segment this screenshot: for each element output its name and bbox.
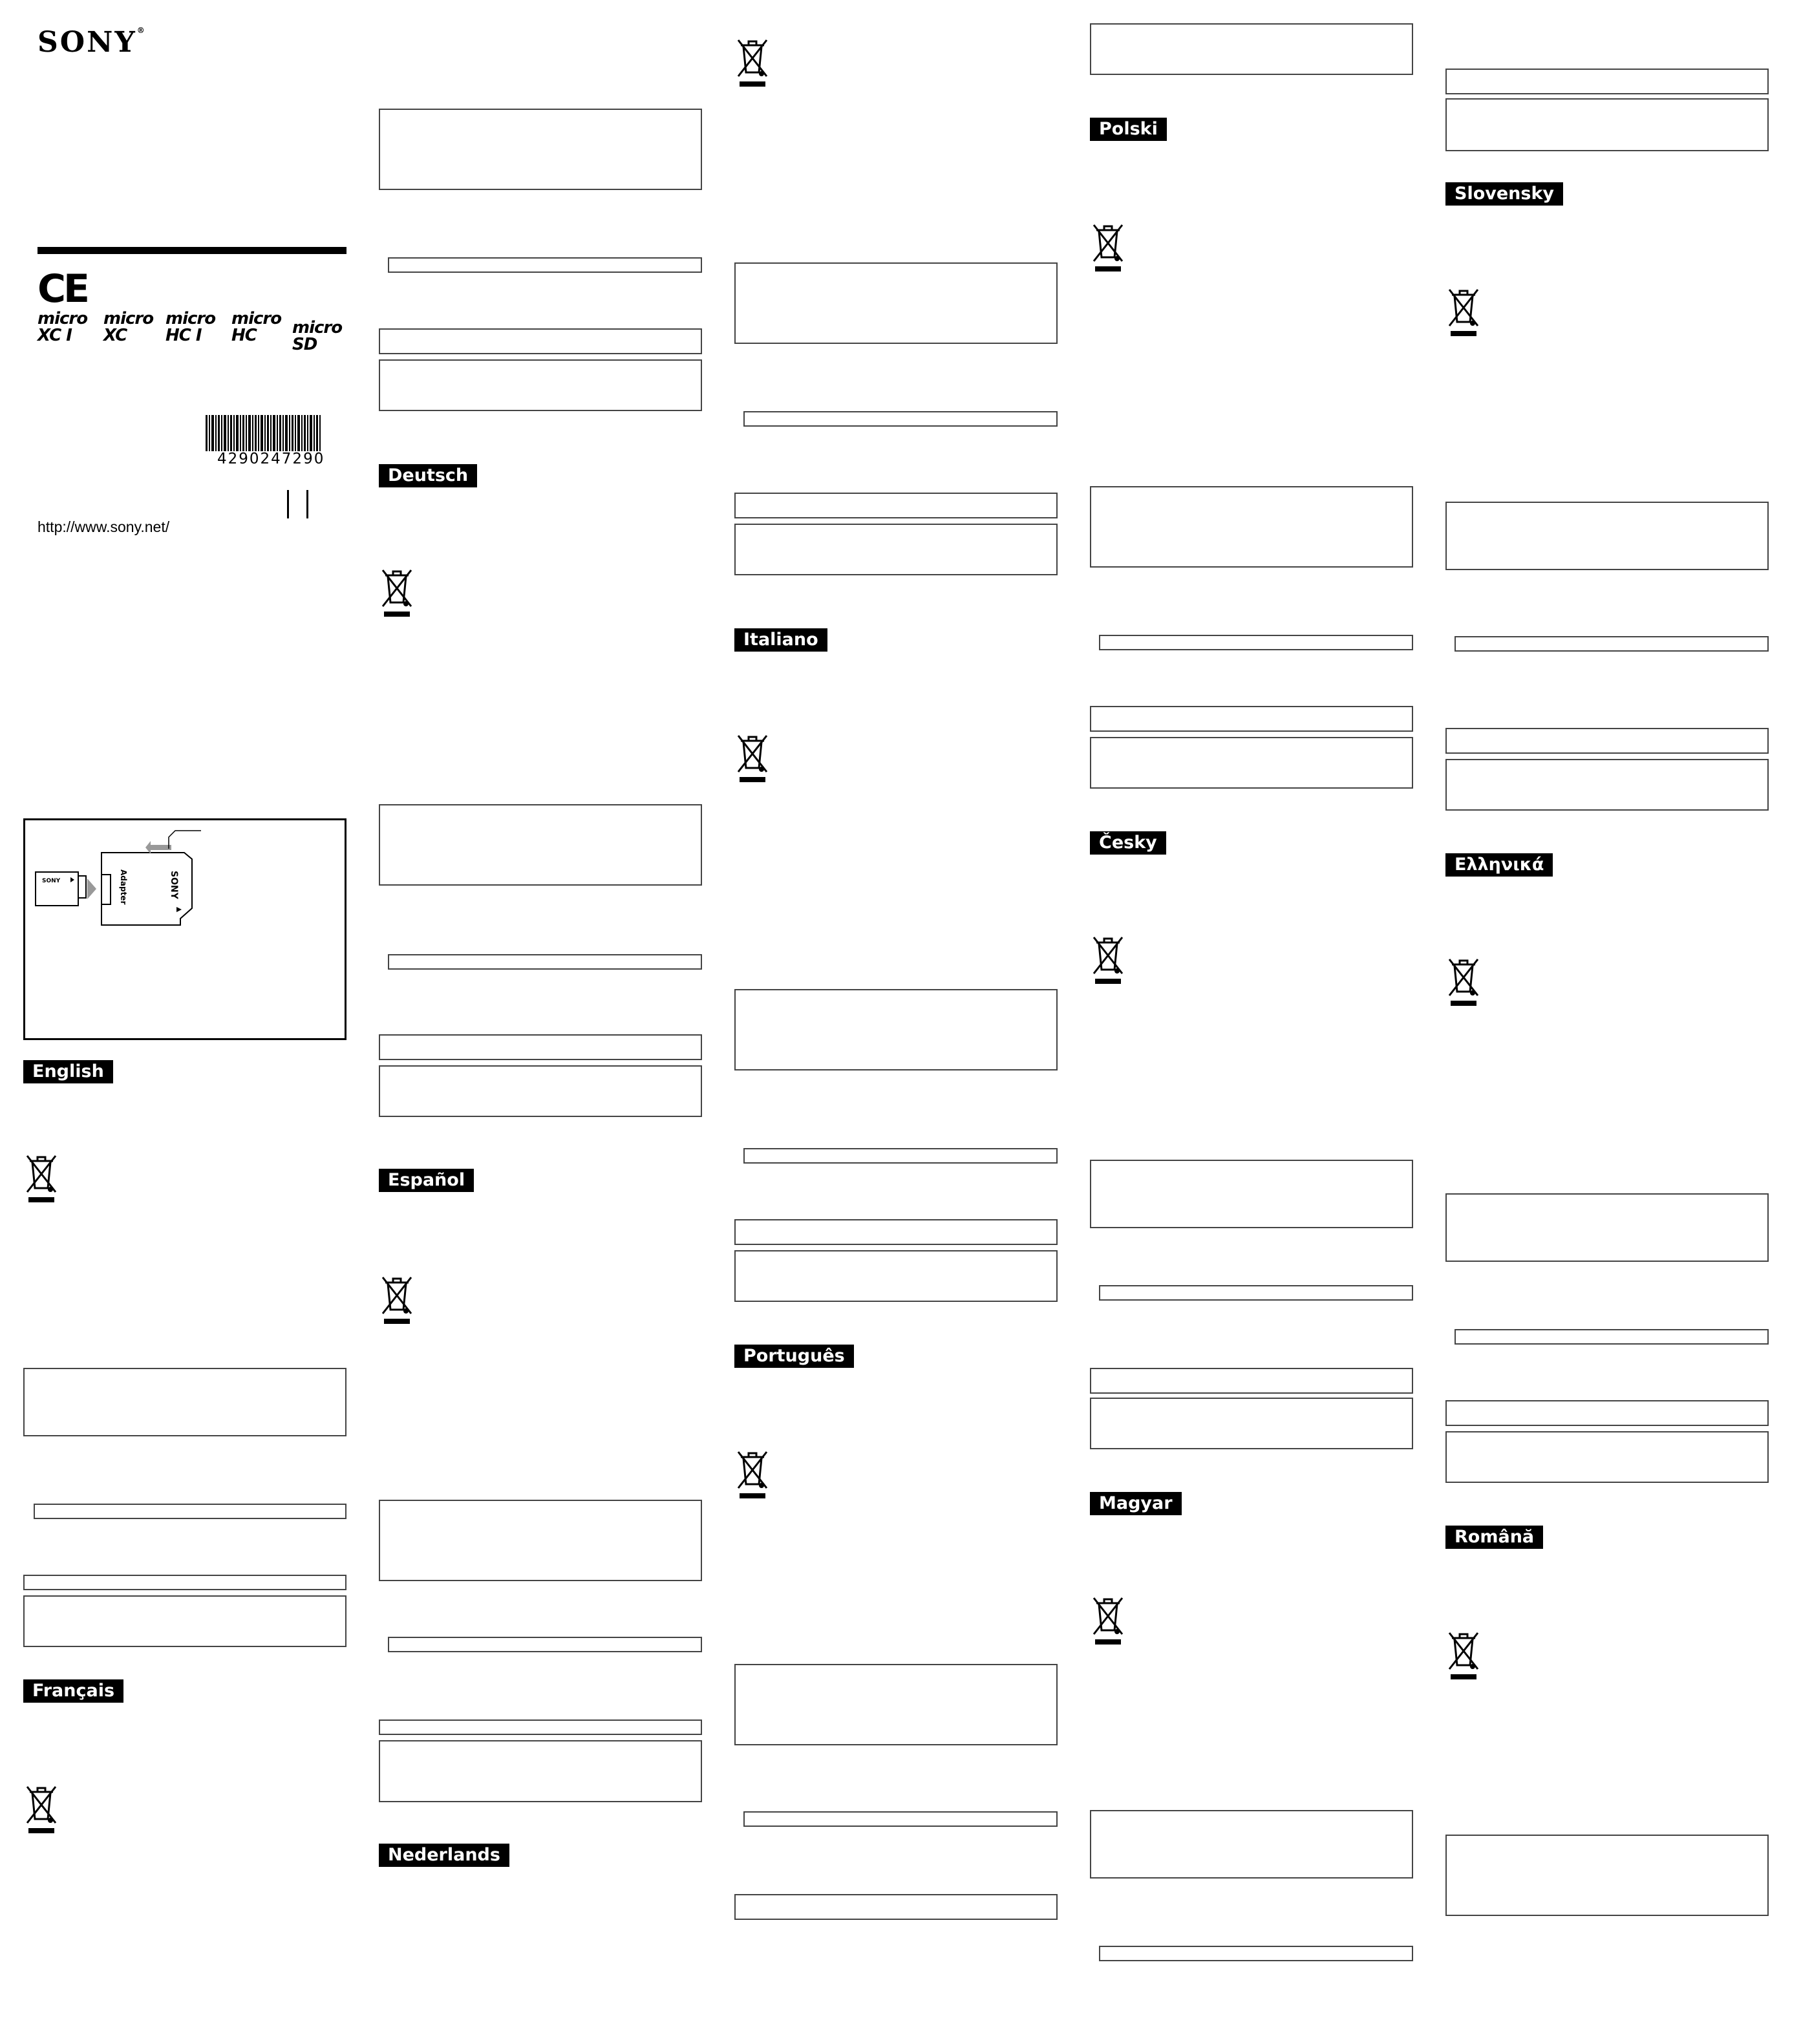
- note-strip: [1099, 635, 1413, 650]
- note-strip: [743, 1148, 1058, 1164]
- microsd-logo: micro SD: [292, 318, 343, 354]
- info-box: [379, 1740, 702, 1802]
- notice-box: [1090, 486, 1413, 568]
- weee-bin-icon: [379, 566, 415, 621]
- note-strip: [1455, 636, 1769, 652]
- note-strip: [1099, 1285, 1413, 1301]
- svg-text:SONY: SONY: [169, 871, 179, 899]
- lang-heading-ellinika: Ελληνικά: [1445, 853, 1553, 877]
- notice-box: [1090, 1810, 1413, 1879]
- notice-box: [1090, 1160, 1413, 1228]
- info-box: [379, 1065, 702, 1117]
- svg-text:Adapter: Adapter: [119, 869, 128, 905]
- notice-box: [734, 1664, 1058, 1745]
- lang-heading-nederlands: Nederlands: [379, 1844, 509, 1867]
- lang-heading-romana: Română: [1445, 1526, 1543, 1549]
- info-box: [23, 1595, 346, 1647]
- barcode-number: 4290247290: [217, 451, 325, 467]
- header-strip: [1445, 69, 1769, 94]
- info-box: [1090, 23, 1413, 75]
- note-strip: [34, 1504, 346, 1519]
- svg-text:SONY: SONY: [42, 878, 61, 884]
- mark-bar: [287, 490, 289, 518]
- weee-bin-icon: [1090, 1594, 1126, 1648]
- header-strip: [1445, 728, 1769, 754]
- info-box: [1445, 759, 1769, 811]
- info-box: [734, 524, 1058, 575]
- lang-heading-deutsch: Deutsch: [379, 464, 477, 487]
- header-strip: [734, 1219, 1058, 1245]
- note-strip: [388, 257, 702, 273]
- microsdxc-uhs-logo: micro XC I: [37, 309, 88, 345]
- note-strip: [388, 1637, 702, 1652]
- notice-box: [379, 804, 702, 886]
- info-box: [379, 359, 702, 411]
- notice-box: [379, 109, 702, 190]
- notice-box: [1445, 502, 1769, 570]
- sony-url[interactable]: http://www.sony.net/: [37, 518, 170, 535]
- ce-mark: CE: [37, 266, 88, 312]
- note-strip: [1455, 1329, 1769, 1345]
- lang-heading-francais: Français: [23, 1679, 123, 1703]
- lang-heading-polski: Polski: [1090, 118, 1167, 141]
- header-strip: [1090, 706, 1413, 732]
- adapter-drawing: [25, 820, 345, 1038]
- header-strip: [379, 1719, 702, 1735]
- microsdhc-uhs-logo: micro HC I: [165, 309, 216, 345]
- notice-box: [1445, 1193, 1769, 1262]
- microsdhc-logo: micro HC: [231, 309, 282, 345]
- header-rule: [37, 247, 346, 254]
- notice-box: [1445, 1835, 1769, 1916]
- sony-logo: SONY®: [37, 26, 145, 59]
- microsdxc-logo: micro XC: [103, 309, 154, 345]
- lang-heading-espanol: Español: [379, 1169, 474, 1192]
- lang-heading-english: English: [23, 1060, 113, 1083]
- weee-bin-icon: [1445, 1629, 1482, 1683]
- note-strip: [1099, 1946, 1413, 1961]
- lang-heading-portugues: Português: [734, 1345, 854, 1368]
- header-strip: [379, 1034, 702, 1060]
- weee-bin-icon: [734, 36, 771, 90]
- header-strip: [1445, 1400, 1769, 1426]
- note-strip: [388, 954, 702, 970]
- notice-box: [734, 262, 1058, 344]
- weee-bin-icon: [1090, 933, 1126, 988]
- weee-bin-icon: [734, 1448, 771, 1502]
- notice-box: [379, 1500, 702, 1581]
- info-box: [734, 1250, 1058, 1302]
- barcode: [206, 415, 321, 451]
- info-box: [1445, 1431, 1769, 1483]
- info-box: [1445, 98, 1769, 151]
- note-strip: [743, 411, 1058, 427]
- weee-bin-icon: [1445, 955, 1482, 1010]
- weee-bin-icon: [1090, 221, 1126, 275]
- mark-bar: [306, 490, 308, 518]
- lang-heading-italiano: Italiano: [734, 628, 827, 652]
- header-strip: [734, 1894, 1058, 1920]
- info-box: [1090, 737, 1413, 789]
- weee-bin-icon: [1445, 286, 1482, 340]
- header-strip: [1090, 1368, 1413, 1394]
- lang-heading-slovensky: Slovensky: [1445, 182, 1563, 206]
- weee-bin-icon: [734, 732, 771, 786]
- weee-bin-icon: [23, 1152, 59, 1206]
- note-strip: [743, 1811, 1058, 1827]
- lang-heading-cesky: Česky: [1090, 831, 1166, 855]
- header-strip: [23, 1575, 346, 1590]
- weee-bin-icon: [23, 1783, 59, 1837]
- adapter-illustration: [23, 818, 346, 1040]
- weee-bin-icon: [379, 1273, 415, 1328]
- notice-box: [23, 1368, 346, 1436]
- header-strip: [379, 328, 702, 354]
- lang-heading-magyar: Magyar: [1090, 1492, 1182, 1515]
- info-box: [1090, 1398, 1413, 1449]
- notice-box: [734, 989, 1058, 1070]
- header-strip: [734, 493, 1058, 518]
